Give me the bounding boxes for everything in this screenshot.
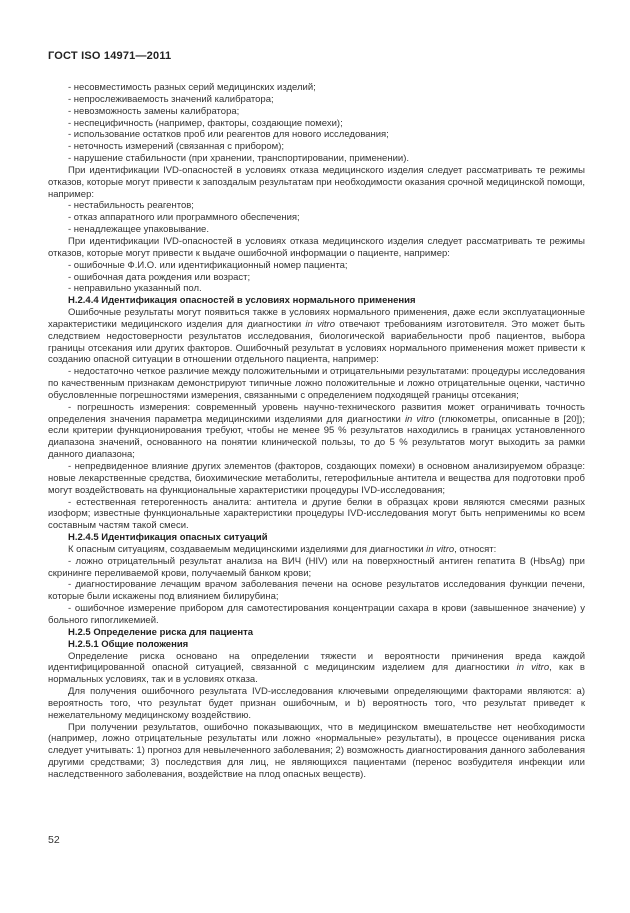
list-item: - нарушение стабильности (при хранении, транспортировании, применении). [68,153,410,165]
list-item: - диагностирование лечащим врачом заболевания печени на основе результатов исследования функции печени, которые были искажены под влиянием билирубина; [48,579,585,603]
paragraph: При идентификации IVD-опасностей в условиях отказа медицинского изделия следует рассматривать те режимы отказов, которые могут привести к выдаче ошибочной информации о пациенте, например: [48,235,585,259]
page-number: 52 [48,834,60,846]
document-body [48,82,585,781]
list-item: - невозможность замены калибратора; [68,105,240,117]
list-item: - использование остатков проб или реагентов для нового исследования; [68,129,389,141]
section-heading: Н.2.4.5 Идентификация опасных ситуаций [68,532,268,544]
list-item: - нестабильность реагентов; [68,200,194,212]
list-item: - ошибочное измерение прибором для самотестирования концентрации сахара в крови (завышенное значение) у больного гипогликемией. [48,603,585,626]
list-item: - недостаточно четкое различие между положительными и отрицательными результатами: процедуры исследования по качественным признакам демонстрируют типичные ложно положительные и ложно отрицательные оценки, частично обусловленные погрешностями измерения, связанными с определением подходящей границы отсекания; [48,366,585,401]
section-heading: Н.2.5 Определение риска для пациента [68,626,254,638]
list-item: - непредвиденное влияние других элементов (факторов, создающих помехи) в основном анализируемом образце: новые лекарственные средства, биохимические метаболиты, гетерофильные антитела и вещества для подготовки проб могут воздействовать на функциональные характеристики процедуры IVD-исследования; [48,461,585,496]
list-item: - ошибочная дата рождения или возраст; [68,271,251,283]
list-item: - ошибочные Ф.И.О. или идентификационный номер пациента; [68,259,348,271]
paragraph: При получении результатов, ошибочно показывающих, что в медицинском вмешательстве нет необходимости (например, ложно отрицательные результаты или ложно «нормальные» результаты), в процессе оценивания риска следует учитывать: 1) прогноз для невылеченного заболевания; 2) возможность диагностирования данного заболевания другими средствами; 3) последствия для лиц, не являющихся пациентами (перенос возбудителя инфекции или наследственного заболевания, воздействие на плод опасных веществ). [48,721,585,780]
list-item: - непрослеживаемость значений калибратора; [68,93,274,105]
list-item: - ненадлежащее упаковывание. [68,224,209,236]
standard-code-header: ГОСТ ISO 14971—2011 [48,50,172,62]
section-heading: Н.2.5.1 Общие положения [68,638,189,650]
section-heading: Н.2.4.4 Идентификация опасностей в условиях нормального применения [68,295,416,307]
list-item: - ложно отрицательный результат анализа на ВИЧ (HIV) или на поверхностный антиген гепатита В (HbsAg) при скрининге переливаемой крови, получаемый банком крови; [48,555,585,579]
list-item: - неправильно указанный пол. [68,283,202,295]
list-item: - погрешность измерения: современный уровень научно-технического развития может ограничивать точность определения значения параметра медицинскими изделиями для диагностики in vitro (глюкометры, описанные в [20]); если критерии функционирования требуют, чтобы не менее 95 % результатов находились в границах установленного диапазона значений, основанного на понятии клинической пользы, то до 5 % результатов могут выходить за рамки данного диапазона; [48,401,585,461]
list-item: - несовместимость разных серий медицинских изделий; [68,82,316,93]
list-item: - естественная гетерогенность аналита: антитела и другие белки в образцах крови являются смесями разных изоформ; известные функциональные характеристики процедуры IVD-исследования могут быть неприменимы ко всем составным частям такой смеси. [48,496,585,532]
paragraph: Ошибочные результаты могут появиться также в условиях нормального применения, даже если эксплуатационные характеристики медицинского изделия для диагностики in vitro отвечают требованиям изготовителя. Это может быть следствием недостоверности результатов исследования, биологической вариабельности проб пациентов, выбора границы отсекания или других факторов. Ошибочный результат в условиях нормального применения может привести к созданию опасной ситуации в отношении отдельного пациента, например: [48,307,585,366]
paragraph: При идентификации IVD-опасностей в условиях отказа медицинского изделия следует рассматривать те режимы отказов, которые могут привести к запоздалым результатам при необходимости оказания срочной медицинской помощи, например: [48,164,585,200]
paragraph: Определение риска основано на определении тяжести и вероятности причинения вреда каждой идентифицированной опасной ситуацией, связанной с медицинским изделием для диагностики in vitro, как в нормальных условиях, так и в условиях отказа. [48,650,585,686]
paragraph: Для получения ошибочного результата IVD-исследования ключевыми определяющими факторами являются: a) вероятность того, что результат будет признан ошибочным, и b) вероятность того, что результат приведет к нежелательному медицинскому воздействию. [48,686,585,721]
list-item: - отказ аппаратного или программного обеспечения; [68,212,300,224]
list-item: - неспецифичность (например, факторы, создающие помехи); [68,117,343,129]
list-item: - неточность измерений (связанная с прибором); [68,141,284,153]
paragraph: К опасным ситуациям, создаваемым медицинскими изделиями для диагностики in vitro, относят: [68,543,497,555]
